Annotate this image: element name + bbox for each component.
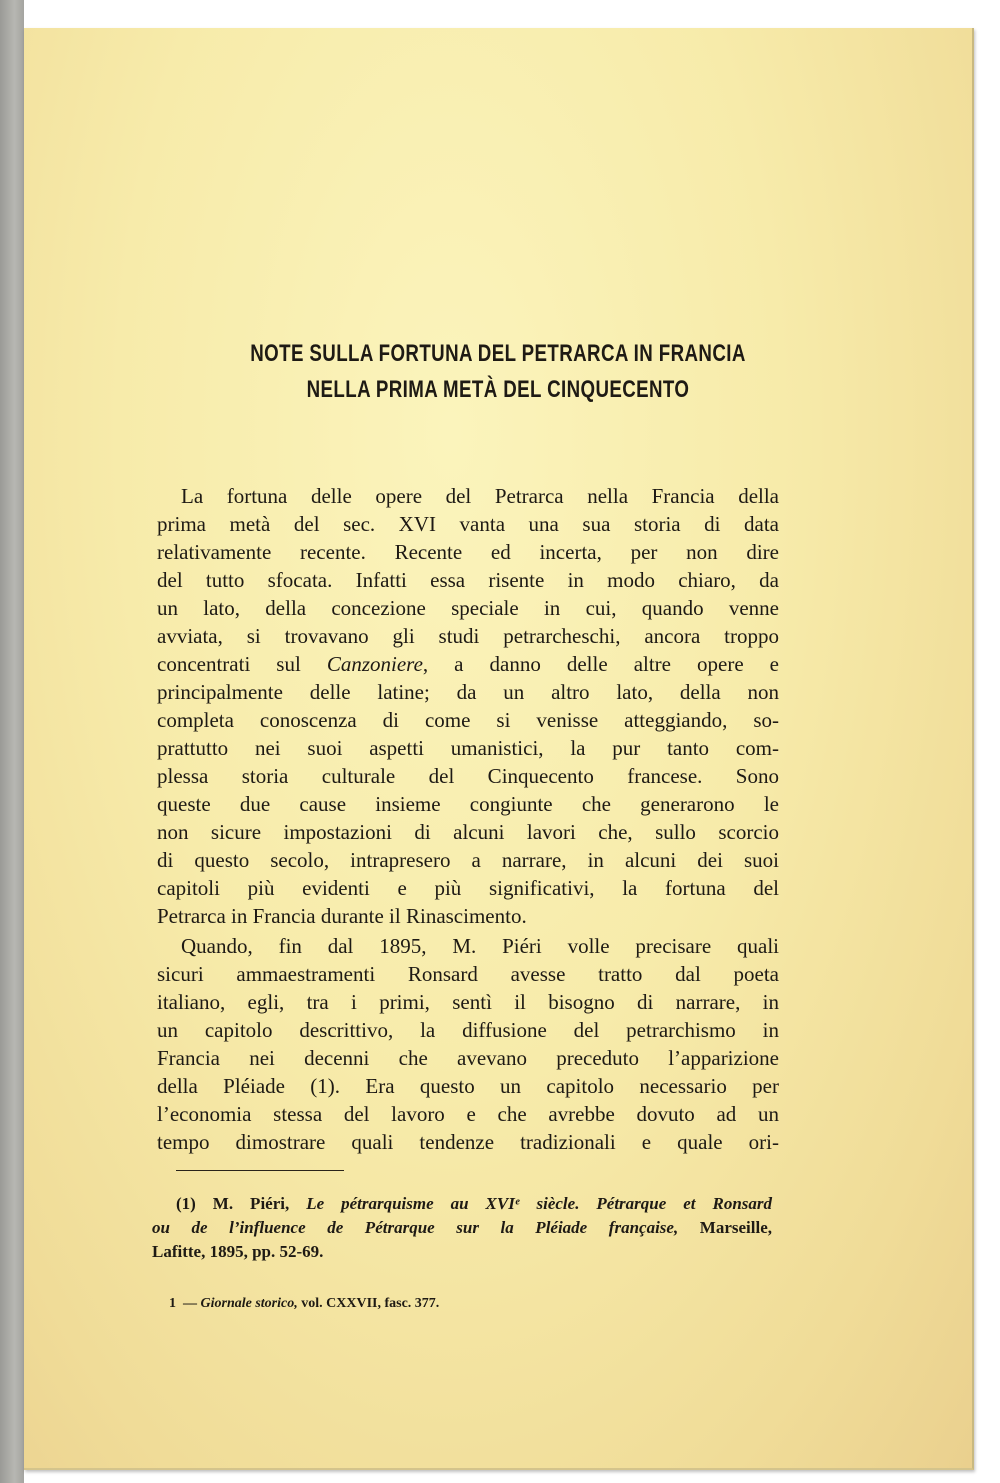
body-line: completa conoscenza di come si venisse atteggiando, so- xyxy=(157,708,779,732)
body-line: relativamente recente. Recente ed incerta, per non dire xyxy=(157,540,779,564)
footnote-line xyxy=(152,1216,772,1240)
footer-dash: — xyxy=(183,1296,197,1311)
footnote-line: Lafitte, 1895, pp. 52-69. xyxy=(152,1242,324,1261)
body-span: concentrati sul xyxy=(157,652,301,676)
body-line: Quando, fin dal 1895, M. Piéri volle precisare quali xyxy=(181,934,779,958)
footnote-line xyxy=(176,1192,772,1216)
body-line: plessa storia culturale del Cinquecento francese. Sono xyxy=(157,764,779,788)
article-title-line-2: NELLA PRIMA METÀ DEL CINQUECENTO xyxy=(306,376,690,403)
body-line: Petrarca in Francia durante il Rinascimento. xyxy=(157,904,527,928)
body-line: del tutto sfocata. Infatti essa risente in modo chiaro, da xyxy=(157,568,779,592)
article-title-line-1: NOTE SULLA FORTUNA DEL PETRARCA IN FRANCIA xyxy=(250,340,746,367)
body-line: prima metà del sec. XVI vanta una sua storia di data xyxy=(157,512,779,536)
body-line: sicuri ammaestramenti Ronsard avesse tratto dal poeta xyxy=(157,962,779,986)
footnote-title: ou de l’influence de Pétrarque sur la Pléiade française, xyxy=(152,1218,679,1237)
body-line: prattutto nei suoi aspetti umanistici, la pur tanto com- xyxy=(157,736,779,760)
running-footer xyxy=(169,1292,439,1316)
footnote-separator xyxy=(176,1170,344,1171)
document-page xyxy=(24,28,974,1470)
body-line: di questo secolo, intrapresero a narrare, in alcuni dei suoi xyxy=(157,848,779,872)
body-line xyxy=(157,650,779,678)
footnote-author: M. Piéri, xyxy=(212,1194,290,1213)
body-line: tempo dimostrare quali tendenze tradizionali e quale ori- xyxy=(157,1130,779,1154)
body-span: , a danno delle altre opere e xyxy=(422,652,779,676)
journal-volume: vol. CXXVII, fasc. 377. xyxy=(301,1296,440,1311)
body-line: avviata, si trovavano gli studi petrarcheschi, ancora troppo xyxy=(157,624,779,648)
body-line: italiano, egli, tra i primi, sentì il bisogno di narrare, in xyxy=(157,990,779,1014)
scanner-edge xyxy=(0,0,24,1483)
body-line: un lato, della concezione speciale in cui, quando venne xyxy=(157,596,779,620)
footnote-title: Le pétrarquisme au XVIᵉ siècle. Pétrarque et Ronsard xyxy=(306,1194,773,1213)
body-line: l’economia stessa del lavoro e che avrebbe dovuto ad un xyxy=(157,1102,779,1126)
body-line: capitoli più evidenti e più significativi, la fortuna del xyxy=(157,876,779,900)
footnote-number: (1) xyxy=(176,1194,196,1213)
journal-name: Giornale storico, xyxy=(200,1296,298,1311)
body-line: Francia nei decenni che avevano preceduto l’apparizione xyxy=(157,1046,779,1070)
body-line: della Pléiade (1). Era questo un capitolo necessario per xyxy=(157,1074,779,1098)
page-number: 1 xyxy=(169,1296,176,1311)
footnote-place: Marseille, xyxy=(699,1218,773,1237)
body-line: queste due cause insieme congiunte che generarono le xyxy=(157,792,779,816)
body-line: La fortuna delle opere del Petrarca nella Francia della xyxy=(181,484,779,508)
body-line: non sicure impostazioni di alcuni lavori che, sullo scorcio xyxy=(157,820,779,844)
body-line: principalmente delle latine; da un altro lato, della non xyxy=(157,680,779,704)
canzoniere-italic: Canzoniere xyxy=(326,652,423,676)
body-line: un capitolo descrittivo, la diffusione del petrarchismo in xyxy=(157,1018,779,1042)
